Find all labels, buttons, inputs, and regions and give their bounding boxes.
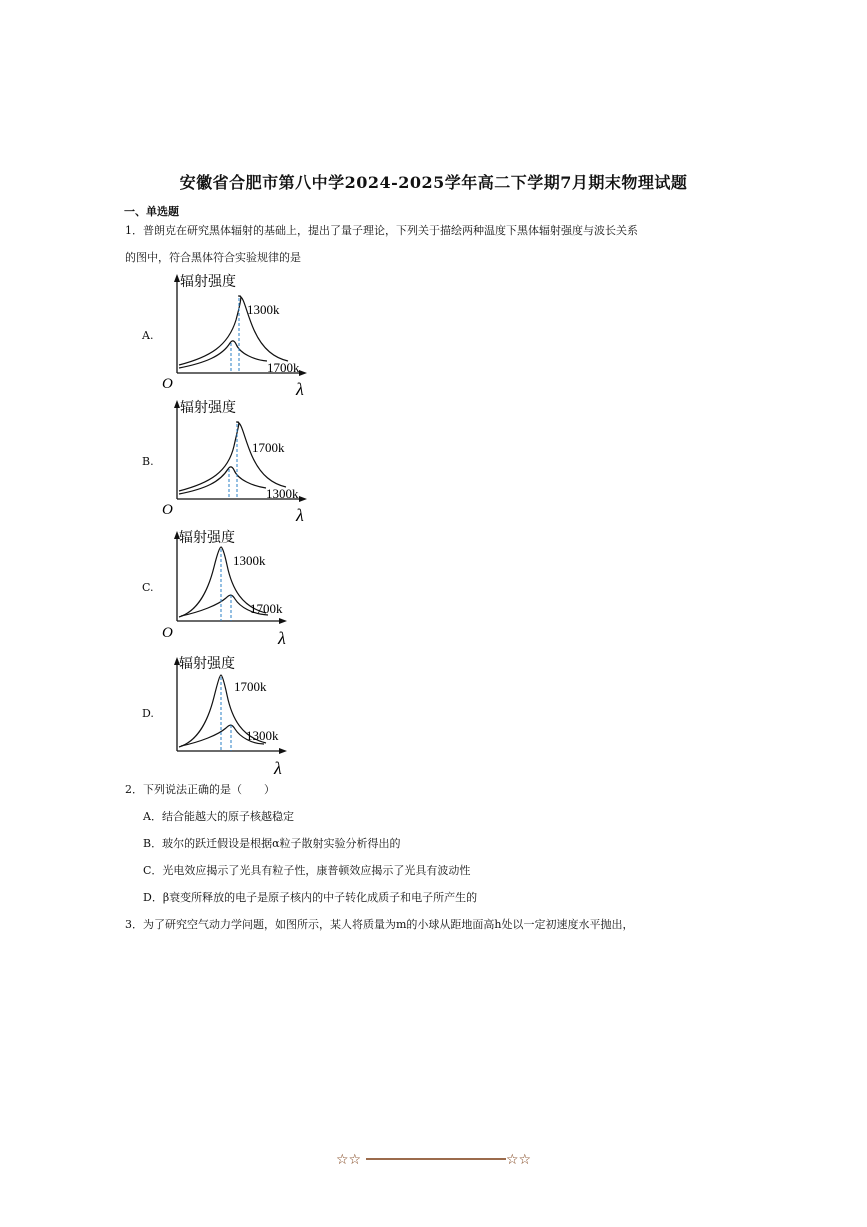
question-1-line-1: 1．普朗克在研究黑体辐射的基础上，提出了量子理论，下列关于描绘两种温度下黑体辐射强度与波长关系	[125, 224, 638, 237]
x-axis-label: λ	[296, 505, 304, 525]
option-b-graph	[160, 396, 310, 526]
upper-curve-label: 1300k	[233, 553, 266, 568]
option-a-label[interactable]: A.	[142, 329, 154, 342]
question-1-line-2: 的图中，符合黑体符合实验规律的是	[125, 251, 301, 264]
lower-curve	[179, 341, 267, 368]
x-axis-label: λ	[278, 628, 286, 648]
option-d-graph	[160, 653, 295, 778]
question-2-option-a[interactable]: A．结合能越大的原子核越稳定	[143, 810, 294, 823]
footer-line	[336, 1150, 536, 1168]
question-2-stem: 2．下列说法正确的是（ ）	[125, 783, 275, 796]
option-b-label[interactable]: B.	[142, 455, 154, 468]
origin-label: O	[162, 376, 173, 392]
option-c-label[interactable]: C.	[142, 581, 154, 594]
option-c-graph	[160, 527, 295, 647]
section-heading: 一、单选题	[124, 205, 179, 218]
lower-curve	[179, 467, 266, 494]
lower-curve-label: 1700k	[250, 601, 283, 616]
upper-curve-label: 1300k	[247, 302, 280, 317]
upper-curve	[179, 422, 286, 491]
x-axis-label: λ	[274, 758, 282, 778]
upper-curve-label: 1700k	[252, 440, 285, 455]
option-a-graph	[160, 270, 310, 400]
origin-label: O	[162, 625, 173, 641]
option-d-label[interactable]: D.	[142, 707, 154, 720]
origin-label: O	[162, 502, 173, 518]
lower-curve-label: 1700k	[267, 360, 300, 375]
page-title: 安徽省合肥市第八中学2024-2025学年高二下学期7月期末物理试题	[179, 173, 688, 192]
lower-curve-label: 1300k	[266, 486, 299, 501]
x-axis-label: λ	[296, 379, 304, 399]
question-3-stem: 3．为了研究空气动力学问题，如图所示，某人将质量为m的小球从距地面高h处以一定初速度水平抛出，	[125, 918, 634, 931]
y-axis-label: 辐射强度	[179, 657, 235, 672]
lower-curve-label: 1300k	[246, 728, 279, 743]
y-axis-label: 辐射强度	[180, 275, 236, 290]
question-2-option-d[interactable]: D．β衰变所释放的电子是原子核内的中子转化成质子和电子所产生的	[143, 891, 478, 904]
star-icon: ☆☆	[336, 1152, 362, 1168]
y-axis-label: 辐射强度	[180, 401, 236, 416]
footer-decoration	[336, 1150, 536, 1172]
question-number: 1．	[125, 224, 143, 237]
question-2-option-c[interactable]: C．光电效应揭示了光具有粒子性，康普顿效应揭示了光具有波动性	[143, 864, 471, 877]
star-icon: ☆☆	[506, 1152, 532, 1168]
upper-curve-label: 1700k	[234, 679, 267, 694]
y-axis-label: 辐射强度	[179, 531, 235, 546]
question-2-option-b[interactable]: B．玻尔的跃迁假设是根据α粒子散射实验分析得出的	[143, 837, 401, 850]
